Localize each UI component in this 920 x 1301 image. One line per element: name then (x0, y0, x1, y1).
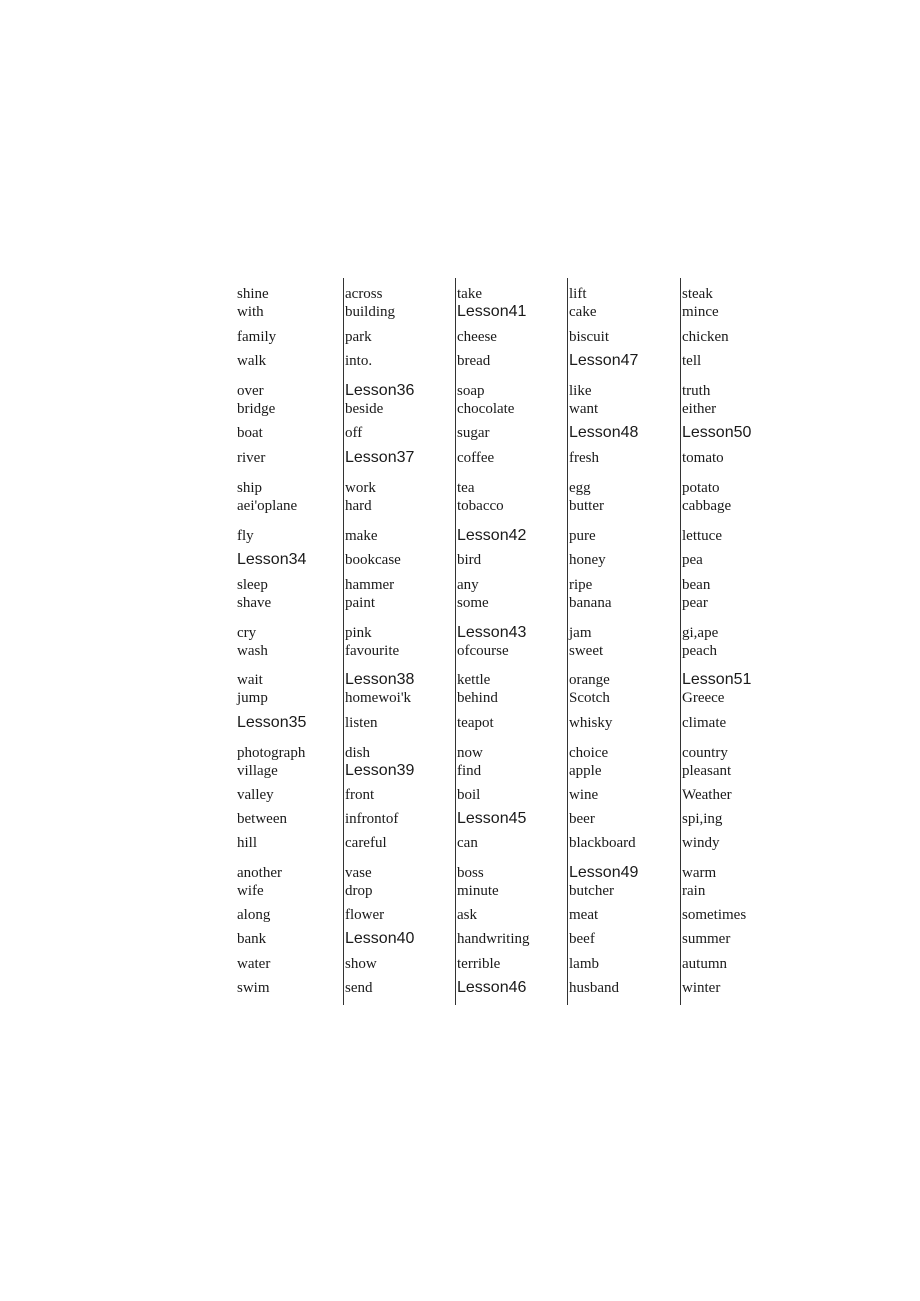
vocabulary-word: rain (682, 883, 706, 899)
vocabulary-word: another (237, 865, 282, 881)
vocabulary-word: ofcourse (457, 643, 509, 659)
vocabulary-word: homewoi'k (345, 690, 412, 706)
vocabulary-word: summer (682, 931, 731, 947)
vocabulary-word: find (457, 763, 482, 779)
vocabulary-word: mince (682, 304, 719, 320)
column-divider (680, 278, 681, 1005)
vocabulary-word: bookcase (345, 552, 401, 568)
vocabulary-word: cabbage (682, 498, 732, 514)
vocabulary-word: walk (237, 353, 267, 369)
vocabulary-word: choice (569, 745, 609, 761)
vocabulary-word: gi,ape (682, 625, 719, 641)
vocabulary-word: valley (237, 787, 274, 803)
vocabulary-word: ripe (569, 577, 593, 593)
lesson-heading: Lesson48 (569, 424, 639, 441)
vocabulary-word: hammer (345, 577, 395, 593)
vocabulary-word: into. (345, 353, 373, 369)
vocabulary-word: sugar (457, 425, 490, 441)
vocabulary-word: spi,ing (682, 811, 723, 827)
vocabulary-word: behind (457, 690, 498, 706)
vocabulary-word: make (345, 528, 378, 544)
lesson-heading: Lesson47 (569, 352, 639, 369)
vocabulary-word: send (345, 980, 373, 996)
vocabulary-word: hard (345, 498, 372, 514)
vocabulary-word: boss (457, 865, 484, 881)
vocabulary-word: Greece (682, 690, 725, 706)
vocabulary-word: vase (345, 865, 372, 881)
vocabulary-word: photograph (237, 745, 306, 761)
vocabulary-word: kettle (457, 672, 491, 688)
vocabulary-word: peach (682, 643, 717, 659)
lesson-heading: Lesson40 (345, 930, 415, 947)
vocabulary-word: with (237, 304, 264, 320)
vocabulary-word: favourite (345, 643, 400, 659)
vocabulary-word: fly (237, 528, 254, 544)
vocabulary-word: water (237, 956, 271, 972)
vocabulary-word: bridge (237, 401, 276, 417)
vocabulary-word: bank (237, 931, 267, 947)
vocabulary-word: aei'oplane (237, 498, 298, 514)
vocabulary-word: pleasant (682, 763, 732, 779)
vocabulary-word: across (345, 286, 383, 302)
vocabulary-word: dish (345, 745, 371, 761)
vocabulary-word: beside (345, 401, 384, 417)
vocabulary-word: between (237, 811, 287, 827)
vocabulary-word: jam (569, 625, 592, 641)
vocabulary-word: cheese (457, 329, 497, 345)
vocabulary-word: infrontof (345, 811, 399, 827)
vocabulary-word: climate (682, 715, 727, 731)
vocabulary-word: take (457, 286, 482, 302)
vocabulary-word: bread (457, 353, 491, 369)
vocabulary-word: hill (237, 835, 258, 851)
lesson-heading: Lesson35 (237, 714, 307, 731)
vocabulary-word: lettuce (682, 528, 722, 544)
vocabulary-word: tomato (682, 450, 724, 466)
vocabulary-word: cake (569, 304, 597, 320)
vocabulary-word: autumn (682, 956, 727, 972)
vocabulary-word: tell (682, 353, 702, 369)
vocabulary-word: lamb (569, 956, 599, 972)
vocabulary-word: winter (682, 980, 721, 996)
vocabulary-word: orange (569, 672, 610, 688)
vocabulary-word: pure (569, 528, 596, 544)
vocabulary-word: steak (682, 286, 713, 302)
vocabulary-word: paint (345, 595, 375, 611)
vocabulary-word: meat (569, 907, 599, 923)
vocabulary-word: minute (457, 883, 499, 899)
vocabulary-word: family (237, 329, 277, 345)
vocabulary-word: like (569, 383, 592, 399)
vocabulary-word: handwriting (457, 931, 530, 947)
lesson-heading: Lesson39 (345, 762, 415, 779)
vocabulary-word: want (569, 401, 599, 417)
vocabulary-word: warm (682, 865, 717, 881)
vocabulary-word: beer (569, 811, 595, 827)
vocabulary-word: careful (345, 835, 387, 851)
vocabulary-word: sometimes (682, 907, 747, 923)
vocabulary-word: bird (457, 552, 482, 568)
vocabulary-word: river (237, 450, 266, 466)
vocabulary-word: show (345, 956, 377, 972)
column-divider (455, 278, 456, 1005)
vocabulary-word: Weather (682, 787, 732, 803)
vocabulary-word: sweet (569, 643, 604, 659)
vocabulary-word: jump (237, 690, 268, 706)
vocabulary-word: Scotch (569, 690, 610, 706)
vocabulary-word: tobacco (457, 498, 504, 514)
vocabulary-word: park (345, 329, 372, 345)
column-divider (343, 278, 344, 1005)
vocabulary-word: now (457, 745, 483, 761)
vocabulary-word: along (237, 907, 271, 923)
vocabulary-word: shine (237, 286, 269, 302)
vocabulary-word: over (237, 383, 264, 399)
vocabulary-word: bean (682, 577, 711, 593)
vocabulary-word: pear (682, 595, 708, 611)
vocabulary-word: apple (569, 763, 602, 779)
vocabulary-word: ship (237, 480, 263, 496)
vocabulary-word: beef (569, 931, 595, 947)
vocabulary-word: any (457, 577, 479, 593)
vocabulary-word: flower (345, 907, 385, 923)
vocabulary-word: fresh (569, 450, 599, 466)
vocabulary-word: wine (569, 787, 599, 803)
vocabulary-word: coffee (457, 450, 495, 466)
lesson-heading: Lesson46 (457, 979, 527, 996)
vocabulary-word: building (345, 304, 396, 320)
lesson-heading: Lesson41 (457, 303, 527, 320)
vocabulary-word: boat (237, 425, 263, 441)
vocabulary-word: country (682, 745, 728, 761)
vocabulary-word: butcher (569, 883, 614, 899)
vocabulary-word: teapot (457, 715, 494, 731)
vocabulary-word: village (237, 763, 278, 779)
vocabulary-word: pea (682, 552, 703, 568)
vocabulary-word: chocolate (457, 401, 515, 417)
lesson-heading: Lesson49 (569, 864, 639, 881)
lesson-heading: Lesson42 (457, 527, 527, 544)
vocabulary-word: blackboard (569, 835, 636, 851)
vocabulary-word: chicken (682, 329, 729, 345)
lesson-heading: Lesson37 (345, 449, 415, 466)
vocabulary-word: terrible (457, 956, 501, 972)
vocabulary-word: ask (457, 907, 477, 923)
vocabulary-word: pink (345, 625, 372, 641)
vocabulary-word: shave (237, 595, 272, 611)
vocabulary-word: work (345, 480, 376, 496)
vocabulary-word: soap (457, 383, 485, 399)
vocabulary-word: tea (457, 480, 475, 496)
lesson-heading: Lesson45 (457, 810, 527, 827)
vocabulary-word: biscuit (569, 329, 609, 345)
vocabulary-word: egg (569, 480, 591, 496)
vocabulary-word: windy (682, 835, 720, 851)
vocabulary-word: listen (345, 715, 378, 731)
vocabulary-word: drop (345, 883, 373, 899)
column-divider (567, 278, 568, 1005)
lesson-heading: Lesson50 (682, 424, 752, 441)
vocabulary-word: can (457, 835, 478, 851)
lesson-heading: Lesson34 (237, 551, 307, 568)
vocabulary-word: banana (569, 595, 612, 611)
vocabulary-word: cry (237, 625, 257, 641)
lesson-heading: Lesson51 (682, 671, 752, 688)
vocabulary-word: front (345, 787, 375, 803)
vocabulary-word: swim (237, 980, 270, 996)
vocabulary-word: whisky (569, 715, 613, 731)
vocabulary-word: boil (457, 787, 481, 803)
vocabulary-word: off (345, 425, 363, 441)
vocabulary-word: wash (237, 643, 268, 659)
vocabulary-word: either (682, 401, 717, 417)
vocabulary-word: honey (569, 552, 606, 568)
vocabulary-word: potato (682, 480, 720, 496)
vocabulary-word: butter (569, 498, 604, 514)
lesson-heading: Lesson43 (457, 624, 527, 641)
vocabulary-word: lift (569, 286, 587, 302)
vocabulary-word: sleep (237, 577, 268, 593)
vocabulary-word: wait (237, 672, 263, 688)
vocabulary-word: wife (237, 883, 264, 899)
lesson-heading: Lesson38 (345, 671, 415, 688)
lesson-heading: Lesson36 (345, 382, 415, 399)
vocabulary-word: truth (682, 383, 711, 399)
vocabulary-word: some (457, 595, 489, 611)
vocabulary-word: husband (569, 980, 619, 996)
